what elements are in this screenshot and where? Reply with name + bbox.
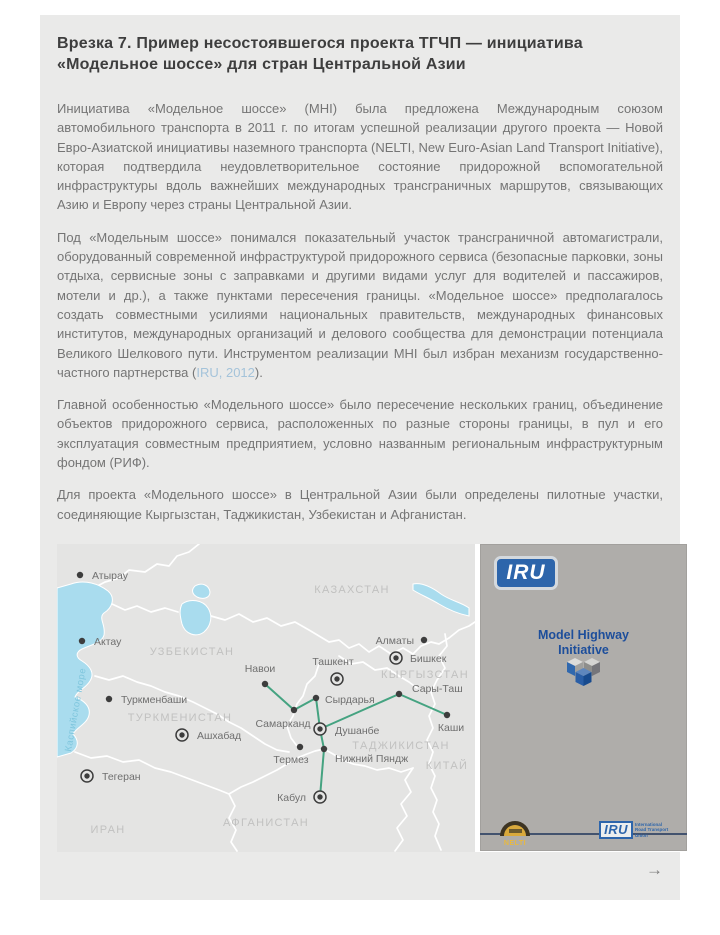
iru-footer-logo xyxy=(599,821,671,839)
next-page-arrow[interactable]: → xyxy=(646,860,663,879)
aral-sea-north xyxy=(193,584,210,598)
country-label: КЫРГЫЗСТАН xyxy=(381,668,469,681)
city-dot xyxy=(297,744,303,750)
city-label: Самарканд xyxy=(255,717,311,730)
city-label: Ашхабад xyxy=(197,729,242,742)
capital-dot xyxy=(317,726,322,731)
capital-dot xyxy=(334,676,339,681)
aral-sea xyxy=(180,600,211,634)
city-dot xyxy=(291,707,297,713)
city-dot xyxy=(79,638,85,644)
city-label: Ташкент xyxy=(312,655,354,668)
city-label: Кабул xyxy=(277,791,306,804)
map-svg xyxy=(57,544,475,852)
city-dot xyxy=(77,572,83,578)
country-label: АФГАНИСТАН xyxy=(223,816,309,829)
country-label: КАЗАХСТАН xyxy=(314,583,390,596)
paragraph-4: Для проекта «Модельного шоссе» в Центральной Азии были определены пилотные участки, соединяющие Кыргызстан, Таджикистан, Узбекистан и Афганистан. xyxy=(57,487,663,522)
city-label: Нижний Пяндж xyxy=(335,752,409,765)
city-label: Термез xyxy=(273,753,309,766)
city-label: Душанбе xyxy=(335,724,380,737)
city-label: Атырау xyxy=(92,569,128,582)
country-label: ТУРКМЕНИСТАН xyxy=(127,711,233,724)
map-figure xyxy=(57,544,697,852)
city-label: Бишкек xyxy=(410,652,447,665)
city-dot xyxy=(321,746,327,752)
capital-dot xyxy=(393,655,398,660)
paragraph-2 xyxy=(57,228,663,382)
city-label: Сырдарья xyxy=(325,693,375,706)
city-dot xyxy=(262,681,268,687)
text-block xyxy=(40,15,680,852)
capital-dot xyxy=(179,732,184,737)
caspian-sea-label: Каспийское море xyxy=(63,666,89,753)
country-label: КИТАЙ xyxy=(425,759,469,772)
mhi-title-line1: Model Highway xyxy=(538,627,629,642)
iru-footer-text: International Road Transport Union xyxy=(635,822,669,838)
iru-footer-mark: IRU xyxy=(599,821,633,839)
mhi-cubes-icon xyxy=(565,656,602,688)
city-dot xyxy=(396,691,402,697)
iru-logo: IRU xyxy=(494,556,558,590)
nelti-logo xyxy=(496,811,534,847)
map-land xyxy=(57,544,475,852)
paragraph-1: Инициатива «Модельное шоссе» (MHI) была предложена Международным союзом автомобильного транспорта в 2011 г. по итогам успешной реализации другого проекта — Новой Евро-Азиатской инициативы наземного транспорта (NELTI, New Euro-Asian Land Transport Initiative), которая подтвердила неудовлетворительное состояние придорожной вспомогательной инфраструктуры вдоль важнейших международных трансграничных маршрутов, связывающих Азию и Европу через страны Центральной Азии. xyxy=(57,101,663,213)
city-label: Навои xyxy=(244,662,276,675)
city-dot xyxy=(313,695,319,701)
city-label: Сары-Таш xyxy=(412,682,463,695)
page-title: Врезка 7. Пример несостоявшегося проекта ТГЧП — инициатива «Модельное шоссе» для стран Центральной Азии xyxy=(57,35,583,73)
cover-panel xyxy=(480,544,687,851)
iru-2012-citation-link[interactable]: IRU, 2012 xyxy=(196,364,255,380)
city-dot xyxy=(106,696,112,702)
paragraph-2-suffix: ). xyxy=(254,364,263,380)
paragraph-3: Главной особенностью «Модельного шоссе» было пересечение нескольких границ, объединение объектов придорожного сервиса, расположенных по разные стороны границы, в пул и его эксплуатация совместным предприятием, условно названным региональным инфраструктурным фондом (РИФ). xyxy=(57,397,663,471)
capital-dot xyxy=(84,773,89,778)
capital-dot xyxy=(317,794,322,799)
nelti-emblem-icon xyxy=(497,811,533,837)
country-label: УЗБЕКИСТАН xyxy=(149,645,235,658)
city-label: Тегеран xyxy=(102,770,141,783)
nelti-label: NELTI xyxy=(503,839,527,847)
paragraph-2-text: Под «Модельным шоссе» понимался показательный участок трансграничной автомагистрали, оборудованный современной инфраструктурой придорожного сервиса (безопасные парковки, зоны отдыха, сервисные зоны с заправками и другими видами услуг для водителей и пассажиров, мотели и др.), а также пунктами пересечения границы. «Модельное шоссе» предполагалось создать совместными усилиями национальных правительств, международных финансовых институтов, международных организаций и делового сообщества для демонстрации потенциала Великого Шелкового пути. Инструментом реализации MHI был избран механизм государственно-частного партнерства ( xyxy=(57,229,663,380)
city-label: Актау xyxy=(94,635,122,648)
mhi-title-line2: Initiative xyxy=(558,642,609,657)
city-label: Алматы xyxy=(375,634,414,647)
city-dot xyxy=(421,637,427,643)
country-label: ТАДЖИКИСТАН xyxy=(352,739,450,752)
mhi-title xyxy=(480,628,687,658)
inset-box xyxy=(40,15,680,900)
country-label: ИРАН xyxy=(90,823,126,836)
city-label: Туркменбаши xyxy=(121,693,188,706)
city-label: Каши xyxy=(437,721,465,734)
city-dot xyxy=(444,712,450,718)
